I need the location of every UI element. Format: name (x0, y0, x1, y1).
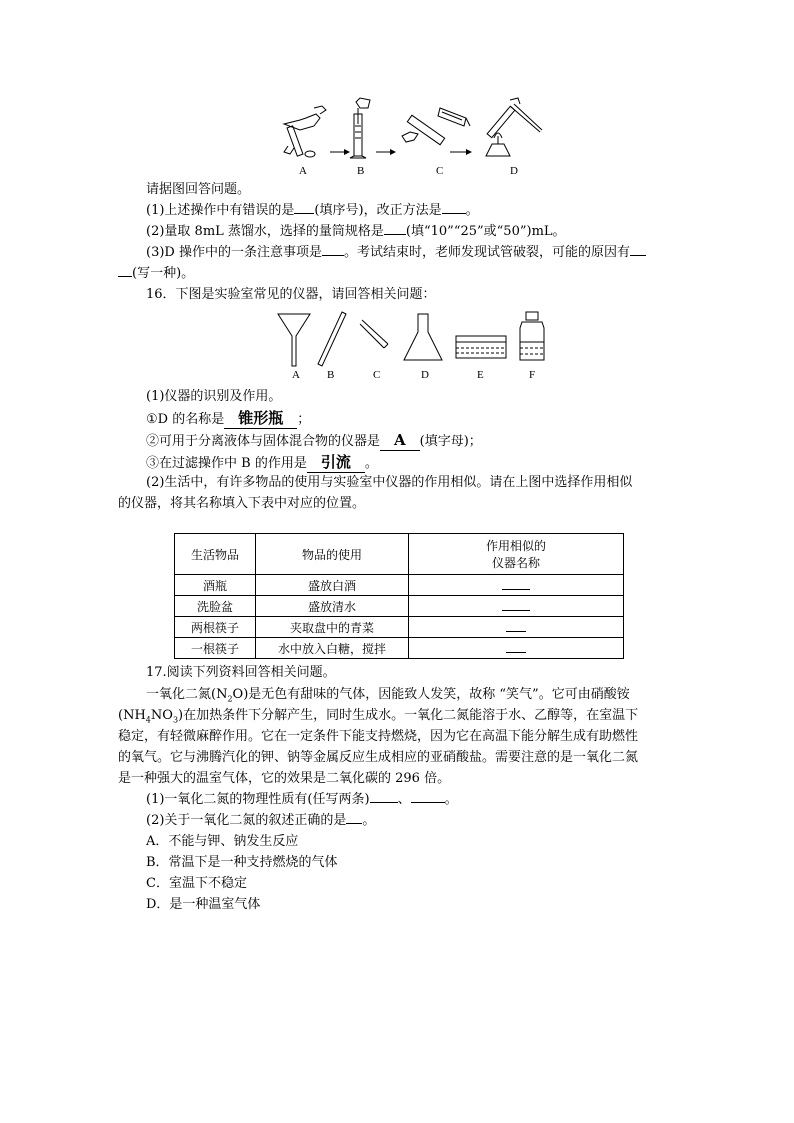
header-use: 物品的使用 (256, 534, 409, 575)
cell-answer (409, 596, 624, 617)
q15-part3-cont: (写一种)。 (118, 264, 678, 284)
q17-option-b: B．常温下是一种支持燃烧的气体 (146, 855, 338, 870)
cell-item: 两根筷子 (175, 617, 256, 638)
cell-use: 夹取盘中的青菜 (256, 617, 409, 638)
q17-option-a: A．不能与钾、钠发生反应 (146, 834, 299, 849)
cell-answer (409, 617, 624, 638)
q16-part2: (2)生活中，有许多物品的使用与实验室中仪器的作用相似。请在上图中选择作用相似 (146, 475, 633, 490)
fig2-label-a: A (292, 369, 300, 381)
op-a-drawing (284, 106, 326, 157)
q16-part1b: ②可用于分离液体与固体混合物的仪器是 A (填字母)； (146, 431, 482, 449)
q17-para-line1: 一氧化二氮$(N_2O)$是无色有甜味的气体，因能致人发笑，故称 “笑气”。它可由硝酸铵 (146, 687, 630, 704)
blank (118, 276, 132, 277)
cell-use: 盛放白酒 (256, 575, 409, 596)
blank (506, 640, 526, 653)
fig2-label-c: C (373, 369, 381, 381)
op-c-drawing (402, 108, 470, 145)
q17-option-c: C．室温下不稳定 (146, 876, 247, 891)
q15-part1: (1)上述操作中有错误的是 (填序号)，改正方法是 。 (146, 203, 479, 218)
fig1-label-a: A (299, 165, 307, 177)
operations-figure (270, 96, 550, 164)
table-row (175, 638, 624, 659)
fig1-label-b: B (357, 165, 365, 177)
fig1-label-c: C (436, 165, 444, 177)
jar-drawing (520, 312, 544, 360)
blank (294, 213, 314, 214)
q17-para-line3: 稳定，有轻微麻醉作用。它在一定条件下能支持燃烧，因为它在高温下能分解生成有助燃性 (118, 729, 639, 744)
instruments-figure (276, 310, 556, 370)
table-row (175, 575, 624, 596)
comparison-table (174, 533, 624, 659)
q17-para-line5: 是一种强大的温室气体，它的效果是二氧化碳的 296 倍。 (118, 771, 451, 786)
q16-part1a: ①D 的名称是 锥形瓶 ； (146, 409, 311, 427)
q17-question1: (1)一氧化二氮的物理性质有(任写两条) 、 。 (146, 792, 458, 807)
q16-title: 16．下图是实验室常见的仪器，请回答相关问题： (146, 287, 436, 302)
op-d-drawing (486, 98, 542, 156)
fig2-label-e: E (477, 369, 484, 381)
q16-part1: (1)仪器的识别及作用。 (146, 389, 282, 404)
blank (442, 213, 466, 214)
blank (370, 802, 398, 803)
q17-question2: (2)关于一氧化二氮的叙述正确的是 。 (146, 813, 376, 828)
blank (322, 255, 344, 256)
blank (506, 619, 526, 632)
q15-part2: (2)量取 8mL 蒸馏水，选择的量筒规格是 (填“10”“25”或“50”)mL。 (146, 224, 566, 239)
q16-part2-cont: 的仪器，将其名称填入下表中对应的位置。 (118, 496, 366, 511)
cell-answer (409, 575, 624, 596)
cell-item: 洗脸盆 (175, 596, 256, 617)
answer-funnel: A (380, 430, 420, 451)
q17-option-d: D．是一种温室气体 (146, 897, 261, 912)
fig2-label-f: F (529, 369, 536, 381)
fig1-label-d: D (510, 165, 518, 177)
answer-conical-flask: 锥形瓶 (224, 408, 297, 429)
blank (411, 802, 445, 803)
tweezers-drawing (360, 320, 388, 348)
cell-answer (409, 638, 624, 659)
q17-title: 17.阅读下列资料回答相关问题。 (146, 665, 336, 680)
cell-use: 水中放入白糖，搅拌 (256, 638, 409, 659)
q17-para-line4: 的氧气。它与沸腾汽化的钾、钠等金属反应生成相应的亚硝酸盐。需要注意的是一氧化二氮 (118, 750, 639, 765)
table-row (175, 596, 624, 617)
q15-part3: (3)D 操作中的一条注意事项是 。考试结束时，老师发现试管破裂，可能的原因有 (146, 243, 706, 263)
header-item: 生活物品 (175, 534, 256, 575)
q15-intro: 请据图回答问题。 (146, 182, 251, 197)
op-b-drawing (350, 98, 370, 158)
q16-part1c: ③在过滤操作中 B 的作用是 引流 。 (146, 453, 378, 471)
blank (502, 598, 530, 611)
answer-drainage: 引流 (307, 452, 365, 473)
fig2-label-b: B (327, 369, 335, 381)
conical-flask-drawing (404, 314, 442, 360)
blank (630, 255, 646, 256)
funnel-drawing (278, 314, 310, 366)
blank (384, 234, 406, 235)
header-instrument: 作用相似的 仪器名称 (409, 534, 624, 575)
table-row (175, 617, 624, 638)
blank (346, 823, 362, 824)
glass-rod-drawing (318, 312, 346, 366)
fig2-label-d: D (421, 369, 429, 381)
blank (502, 577, 530, 590)
table-header (175, 534, 624, 575)
q17-para-line2: $(NH_4NO_3)$在加热条件下分解产生，同时生成水。一氧化二氮能溶于水、乙醇等，在室温下 (118, 708, 639, 725)
cell-use: 盛放清水 (256, 596, 409, 617)
cell-item: 一根筷子 (175, 638, 256, 659)
cell-item: 酒瓶 (175, 575, 256, 596)
trough-drawing (456, 336, 506, 358)
